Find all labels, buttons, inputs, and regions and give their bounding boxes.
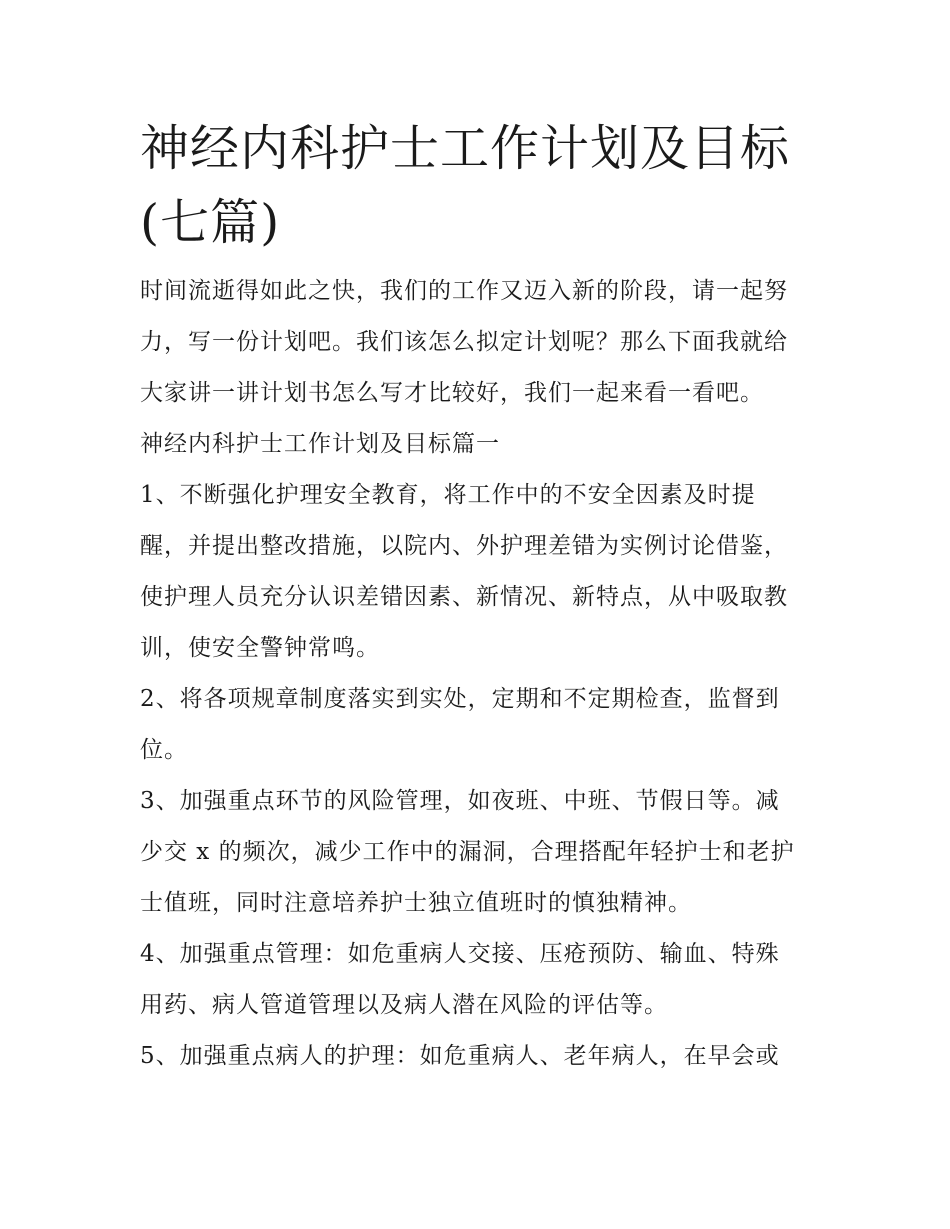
list-item-1 [140,470,812,674]
intro-line: 时间流逝得如此之快，我们的工作又迈入新的阶段，请一起努 [140,278,788,304]
list-item-3 [140,776,812,929]
item-line: 5、加强重点病人的护理：如危重病人、老年病人，在早会或 [140,1043,780,1069]
item-line: 训，使安全警钟常鸣。 [140,635,380,661]
intro-line: 大家讲一讲计划书怎么写才比较好，我们一起来看一看吧。 [140,380,764,406]
document-title [140,112,812,260]
item-line: 少交 x 的频次，减少工作中的漏洞，合理搭配年轻护士和老护 [140,839,795,865]
list-item-4 [140,929,812,1031]
item-line: 醒，并提出整改措施，以院内、外护理差错为实例讨论借鉴， [140,533,788,559]
title-line-1: 神经内科护士工作计划及目标 [140,120,791,177]
item-line: 4、加强重点管理：如危重病人交接、压疮预防、输血、特殊 [140,941,780,967]
item-line: 士值班，同时注意培养护士独立值班时的慎独精神。 [140,890,692,916]
intro-paragraph [140,266,812,419]
section-heading: 神经内科护士工作计划及目标篇一 [140,431,500,457]
item-line: 使护理人员充分认识差错因素、新情况、新特点，从中吸取教 [140,584,788,610]
title-line-2: (七篇) [140,194,281,251]
item-line: 用药、病人管道管理以及病人潜在风险的评估等。 [140,992,668,1018]
list-item-5 [140,1031,812,1082]
intro-line: 力，写一份计划吧。我们该怎么拟定计划呢？那么下面我就给 [140,329,788,355]
list-item-2 [140,674,812,776]
document-page [140,112,812,1082]
item-line: 2、将各项规章制度落实到实处，定期和不定期检查，监督到 [140,686,780,712]
item-line: 1、不断强化护理安全教育，将工作中的不安全因素及时提 [140,482,756,508]
item-line: 位。 [140,737,188,763]
item-line: 3、加强重点环节的风险管理，如夜班、中班、节假日等。减 [140,788,780,814]
